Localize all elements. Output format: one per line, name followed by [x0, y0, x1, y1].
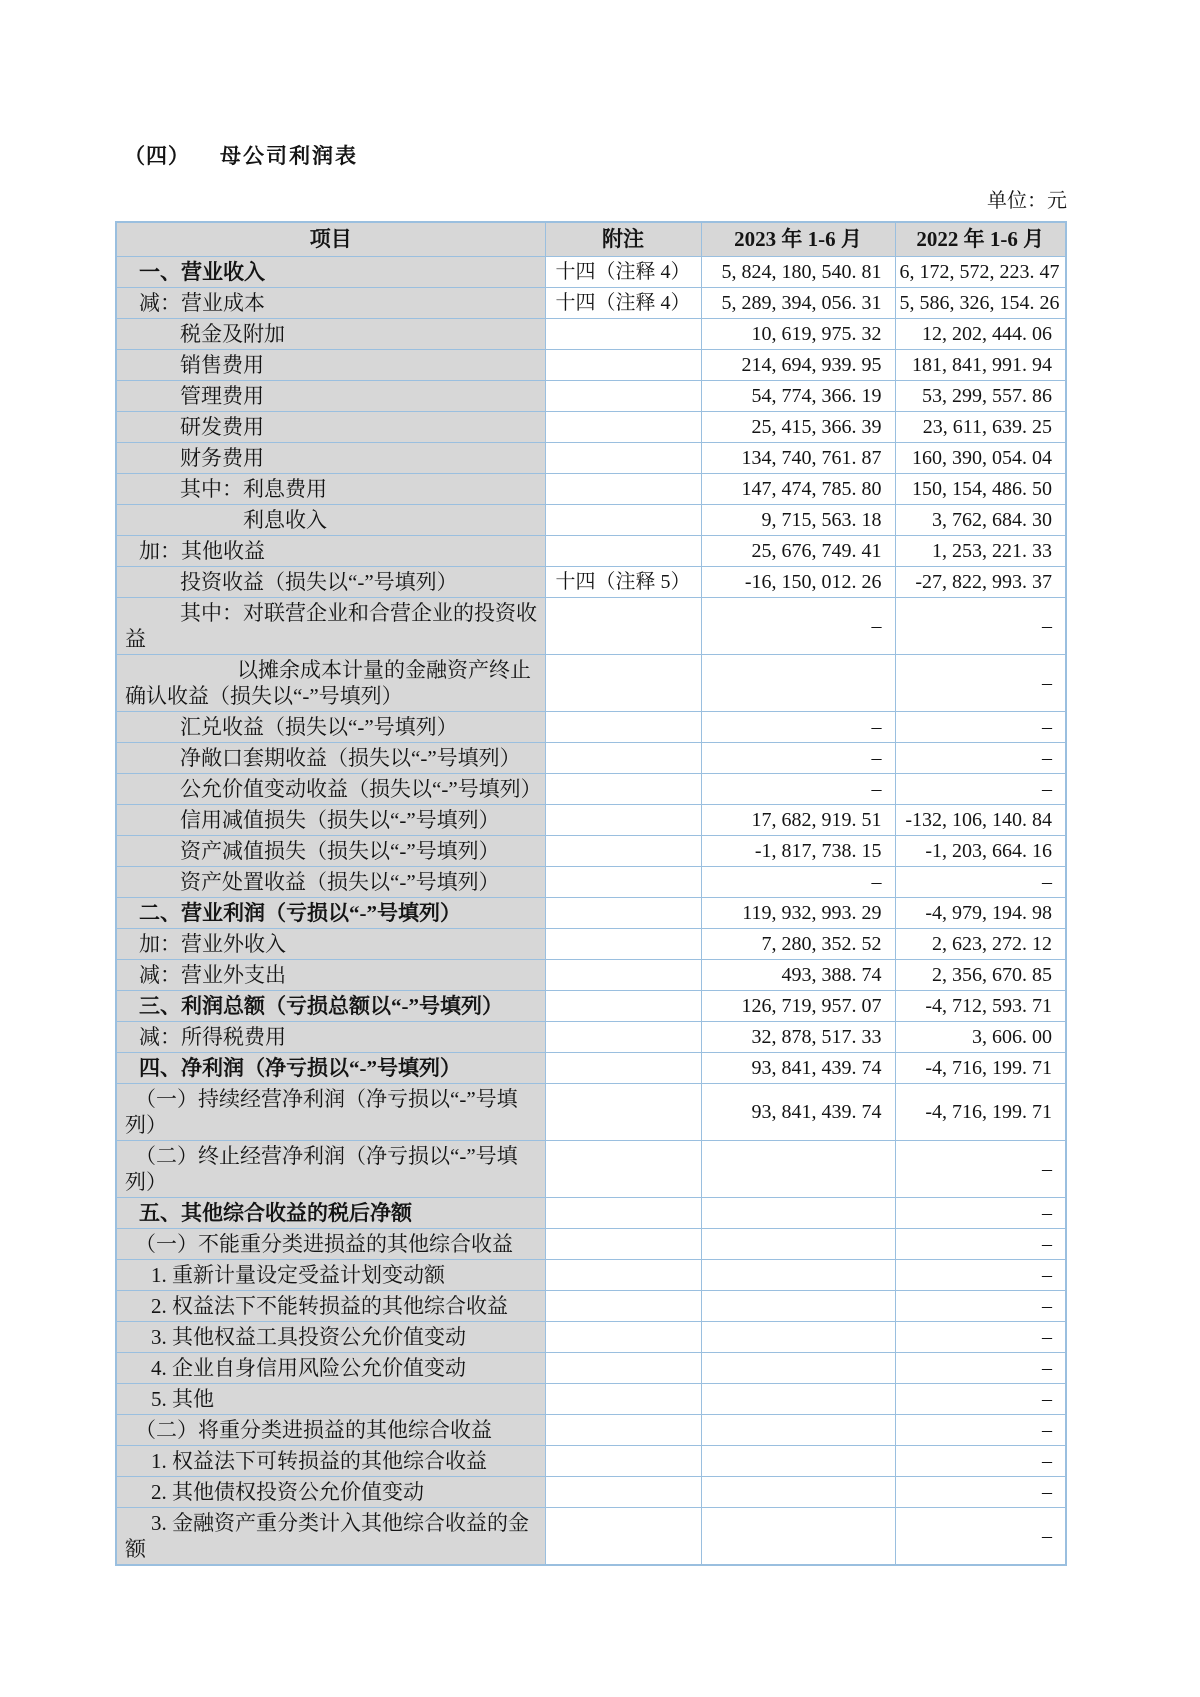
item-cell: 一、营业收入: [116, 257, 545, 288]
value-2022-cell: –: [895, 1415, 1066, 1446]
table-row: [116, 412, 1066, 443]
value-2023-cell: [701, 1446, 895, 1477]
note-cell: [545, 443, 701, 474]
item-cell: 三、利润总额（亏损总额以“-”号填列）: [116, 991, 545, 1022]
value-2022-cell: -27, 822, 993. 37: [895, 567, 1066, 598]
note-cell: [545, 898, 701, 929]
col-header-item: 项目: [116, 222, 545, 257]
value-2022-cell: -4, 716, 199. 71: [895, 1053, 1066, 1084]
value-2023-cell: 119, 932, 993. 29: [701, 898, 895, 929]
table-row: [116, 536, 1066, 567]
value-2022-cell: -4, 716, 199. 71: [895, 1084, 1066, 1141]
item-cell: 5. 其他: [116, 1384, 545, 1415]
value-2023-cell: [701, 1198, 895, 1229]
value-2023-cell: 54, 774, 366. 19: [701, 381, 895, 412]
value-2022-cell: 2, 356, 670. 85: [895, 960, 1066, 991]
value-2023-cell: 32, 878, 517. 33: [701, 1022, 895, 1053]
note-cell: [545, 536, 701, 567]
value-2022-cell: –: [895, 1446, 1066, 1477]
value-2023-cell: [701, 1353, 895, 1384]
table-row: [116, 1446, 1066, 1477]
table-row: [116, 598, 1066, 655]
item-cell: 投资收益（损失以“-”号填列）: [116, 567, 545, 598]
value-2023-cell: [701, 1508, 895, 1566]
item-cell: 2. 权益法下不能转损益的其他综合收益: [116, 1291, 545, 1322]
note-cell: [545, 505, 701, 536]
note-cell: [545, 929, 701, 960]
note-cell: [545, 1260, 701, 1291]
table-row: [116, 505, 1066, 536]
value-2023-cell: 493, 388. 74: [701, 960, 895, 991]
value-2023-cell: [701, 655, 895, 712]
value-2022-cell: –: [895, 1291, 1066, 1322]
note-cell: [545, 1477, 701, 1508]
value-2023-cell: [701, 1141, 895, 1198]
value-2023-cell: –: [701, 598, 895, 655]
value-2023-cell: –: [701, 743, 895, 774]
note-cell: [545, 1291, 701, 1322]
item-cell: 3. 金融资产重分类计入其他综合收益的金额: [116, 1508, 545, 1566]
note-cell: [545, 1446, 701, 1477]
value-2023-cell: 5, 289, 394, 056. 31: [701, 288, 895, 319]
item-cell: （二）终止经营净利润（净亏损以“-”号填列）: [116, 1141, 545, 1198]
item-cell: 3. 其他权益工具投资公允价值变动: [116, 1322, 545, 1353]
value-2022-cell: 23, 611, 639. 25: [895, 412, 1066, 443]
table-row: [116, 443, 1066, 474]
value-2023-cell: 134, 740, 761. 87: [701, 443, 895, 474]
table-row: [116, 867, 1066, 898]
value-2023-cell: [701, 1477, 895, 1508]
table-row: [116, 929, 1066, 960]
value-2022-cell: –: [895, 867, 1066, 898]
note-cell: [545, 867, 701, 898]
value-2023-cell: –: [701, 867, 895, 898]
income-statement-table: [115, 221, 1067, 1566]
value-2022-cell: 2, 623, 272. 12: [895, 929, 1066, 960]
col-header-2023: 2023 年 1-6 月: [701, 222, 895, 257]
value-2022-cell: –: [895, 743, 1066, 774]
item-cell: 汇兑收益（损失以“-”号填列）: [116, 712, 545, 743]
table-row: [116, 774, 1066, 805]
value-2022-cell: -4, 712, 593. 71: [895, 991, 1066, 1022]
table-row: [116, 1022, 1066, 1053]
section-number: （四）: [124, 144, 190, 168]
item-cell: 2. 其他债权投资公允价值变动: [116, 1477, 545, 1508]
item-cell: 资产处置收益（损失以“-”号填列）: [116, 867, 545, 898]
value-2023-cell: 9, 715, 563. 18: [701, 505, 895, 536]
table-row: [116, 712, 1066, 743]
value-2022-cell: 53, 299, 557. 86: [895, 381, 1066, 412]
value-2022-cell: 5, 586, 326, 154. 26: [895, 288, 1066, 319]
value-2022-cell: 160, 390, 054. 04: [895, 443, 1066, 474]
table-row: [116, 1415, 1066, 1446]
value-2022-cell: –: [895, 1229, 1066, 1260]
value-2022-cell: 1, 253, 221. 33: [895, 536, 1066, 567]
value-2022-cell: –: [895, 1353, 1066, 1384]
table-row: [116, 1477, 1066, 1508]
value-2023-cell: [701, 1229, 895, 1260]
item-cell: 四、净利润（净亏损以“-”号填列）: [116, 1053, 545, 1084]
value-2023-cell: 214, 694, 939. 95: [701, 350, 895, 381]
item-cell: 销售费用: [116, 350, 545, 381]
item-cell: 利息收入: [116, 505, 545, 536]
value-2023-cell: [701, 1260, 895, 1291]
section-title: [124, 140, 358, 170]
value-2022-cell: –: [895, 1141, 1066, 1198]
note-cell: [545, 1141, 701, 1198]
table-row: [116, 257, 1066, 288]
value-2022-cell: –: [895, 1260, 1066, 1291]
value-2022-cell: 3, 606. 00: [895, 1022, 1066, 1053]
note-cell: [545, 1508, 701, 1566]
item-cell: 资产减值损失（损失以“-”号填列）: [116, 836, 545, 867]
value-2022-cell: –: [895, 774, 1066, 805]
col-header-note: 附注: [545, 222, 701, 257]
item-cell: 1. 权益法下可转损益的其他综合收益: [116, 1446, 545, 1477]
table-row: [116, 991, 1066, 1022]
note-cell: [545, 836, 701, 867]
item-cell: 二、营业利润（亏损以“-”号填列）: [116, 898, 545, 929]
item-cell: （二）将重分类进损益的其他综合收益: [116, 1415, 545, 1446]
table-row: [116, 1198, 1066, 1229]
note-cell: [545, 1353, 701, 1384]
value-2022-cell: 6, 172, 572, 223. 47: [895, 257, 1066, 288]
value-2022-cell: –: [895, 1477, 1066, 1508]
item-cell: 其中：对联营企业和合营企业的投资收益: [116, 598, 545, 655]
col-header-2022: 2022 年 1-6 月: [895, 222, 1066, 257]
unit-label: 单位：元: [987, 190, 1067, 212]
item-cell: 管理费用: [116, 381, 545, 412]
item-cell: 减：营业成本: [116, 288, 545, 319]
table-row: [116, 1229, 1066, 1260]
note-cell: [545, 991, 701, 1022]
note-cell: [545, 1229, 701, 1260]
note-cell: [545, 743, 701, 774]
table-row: [116, 1322, 1066, 1353]
note-cell: [545, 1022, 701, 1053]
table-row: [116, 381, 1066, 412]
value-2022-cell: –: [895, 655, 1066, 712]
header-row: [116, 222, 1066, 257]
value-2023-cell: [701, 1384, 895, 1415]
table-row: [116, 1084, 1066, 1141]
value-2023-cell: 7, 280, 352. 52: [701, 929, 895, 960]
item-cell: 财务费用: [116, 443, 545, 474]
table-row: [116, 898, 1066, 929]
value-2022-cell: –: [895, 598, 1066, 655]
note-cell: [545, 350, 701, 381]
note-cell: 十四（注释 5）: [545, 567, 701, 598]
note-cell: [545, 774, 701, 805]
value-2022-cell: -132, 106, 140. 84: [895, 805, 1066, 836]
item-cell: 研发费用: [116, 412, 545, 443]
item-cell: 信用减值损失（损失以“-”号填列）: [116, 805, 545, 836]
item-cell: 以摊余成本计量的金融资产终止确认收益（损失以“-”号填列）: [116, 655, 545, 712]
value-2023-cell: 10, 619, 975. 32: [701, 319, 895, 350]
value-2023-cell: [701, 1322, 895, 1353]
table-row: [116, 319, 1066, 350]
table-body: [116, 257, 1066, 1566]
table-row: [116, 1260, 1066, 1291]
note-cell: [545, 655, 701, 712]
note-cell: [545, 381, 701, 412]
note-cell: [545, 474, 701, 505]
note-cell: 十四（注释 4）: [545, 257, 701, 288]
value-2023-cell: 5, 824, 180, 540. 81: [701, 257, 895, 288]
value-2022-cell: 3, 762, 684. 30: [895, 505, 1066, 536]
item-cell: 加：其他收益: [116, 536, 545, 567]
value-2022-cell: –: [895, 712, 1066, 743]
value-2023-cell: [701, 1415, 895, 1446]
value-2022-cell: –: [895, 1384, 1066, 1415]
table-row: [116, 1291, 1066, 1322]
value-2023-cell: –: [701, 712, 895, 743]
table-row: [116, 960, 1066, 991]
item-cell: 公允价值变动收益（损失以“-”号填列）: [116, 774, 545, 805]
value-2023-cell: 147, 474, 785. 80: [701, 474, 895, 505]
table-row: [116, 743, 1066, 774]
value-2023-cell: [701, 1291, 895, 1322]
table-row: [116, 288, 1066, 319]
note-cell: [545, 412, 701, 443]
note-cell: [545, 712, 701, 743]
item-cell: 减：营业外支出: [116, 960, 545, 991]
value-2023-cell: -16, 150, 012. 26: [701, 567, 895, 598]
value-2023-cell: 17, 682, 919. 51: [701, 805, 895, 836]
table-row: [116, 1053, 1066, 1084]
value-2022-cell: –: [895, 1198, 1066, 1229]
note-cell: [545, 598, 701, 655]
item-cell: （一）不能重分类进损益的其他综合收益: [116, 1229, 545, 1260]
table-row: [116, 1141, 1066, 1198]
table-row: [116, 350, 1066, 381]
value-2023-cell: 93, 841, 439. 74: [701, 1084, 895, 1141]
table-row: [116, 1508, 1066, 1566]
item-cell: （一）持续经营净利润（净亏损以“-”号填列）: [116, 1084, 545, 1141]
value-2022-cell: –: [895, 1508, 1066, 1566]
item-cell: 税金及附加: [116, 319, 545, 350]
item-cell: 减：所得税费用: [116, 1022, 545, 1053]
value-2022-cell: 181, 841, 991. 94: [895, 350, 1066, 381]
item-cell: 五、其他综合收益的税后净额: [116, 1198, 545, 1229]
value-2023-cell: 25, 415, 366. 39: [701, 412, 895, 443]
note-cell: [545, 1053, 701, 1084]
value-2022-cell: 150, 154, 486. 50: [895, 474, 1066, 505]
value-2023-cell: –: [701, 774, 895, 805]
note-cell: [545, 319, 701, 350]
section-title-text: 母公司利润表: [220, 144, 358, 168]
item-cell: 4. 企业自身信用风险公允价值变动: [116, 1353, 545, 1384]
table-row: [116, 474, 1066, 505]
note-cell: [545, 1322, 701, 1353]
value-2023-cell: -1, 817, 738. 15: [701, 836, 895, 867]
value-2022-cell: 12, 202, 444. 06: [895, 319, 1066, 350]
table-row: [116, 655, 1066, 712]
table-row: [116, 805, 1066, 836]
note-cell: 十四（注释 4）: [545, 288, 701, 319]
note-cell: [545, 1384, 701, 1415]
table-row: [116, 567, 1066, 598]
note-cell: [545, 805, 701, 836]
table-row: [116, 836, 1066, 867]
note-cell: [545, 1198, 701, 1229]
value-2022-cell: -4, 979, 194. 98: [895, 898, 1066, 929]
note-cell: [545, 1415, 701, 1446]
item-cell: 其中：利息费用: [116, 474, 545, 505]
item-cell: 1. 重新计量设定受益计划变动额: [116, 1260, 545, 1291]
table-row: [116, 1353, 1066, 1384]
note-cell: [545, 1084, 701, 1141]
value-2023-cell: 93, 841, 439. 74: [701, 1053, 895, 1084]
value-2022-cell: –: [895, 1322, 1066, 1353]
note-cell: [545, 960, 701, 991]
value-2023-cell: 25, 676, 749. 41: [701, 536, 895, 567]
value-2023-cell: 126, 719, 957. 07: [701, 991, 895, 1022]
table-row: [116, 1384, 1066, 1415]
item-cell: 净敞口套期收益（损失以“-”号填列）: [116, 743, 545, 774]
item-cell: 加：营业外收入: [116, 929, 545, 960]
value-2022-cell: -1, 203, 664. 16: [895, 836, 1066, 867]
